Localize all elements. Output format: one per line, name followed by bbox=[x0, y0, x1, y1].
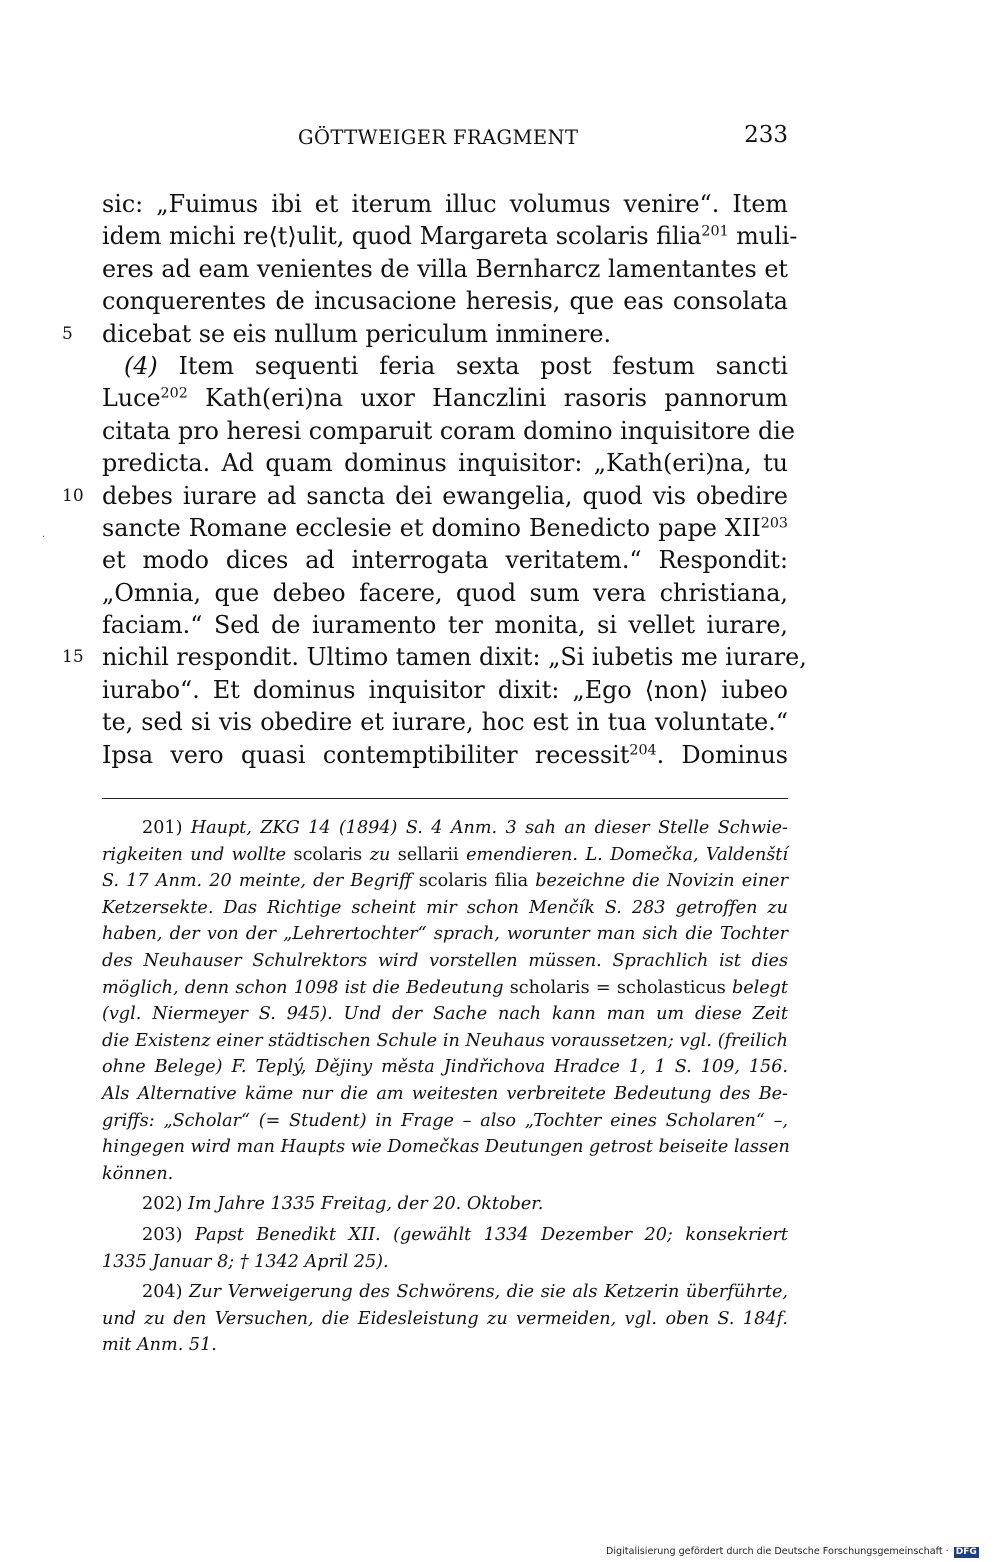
footnote-line bbox=[102, 842, 788, 869]
footnote-line bbox=[102, 1108, 788, 1135]
text-line bbox=[102, 609, 788, 641]
text-segment: predicta. Ad quam dominus inquisitor: „Kath(eri)na, tu bbox=[102, 449, 788, 478]
text-line bbox=[62, 318, 788, 350]
text-segment: muli- bbox=[728, 222, 798, 251]
line-number: 15 bbox=[62, 647, 84, 668]
text-segment: eres ad eam venientes de villa Bernharcz lamentantes et bbox=[102, 254, 788, 283]
footnote-segment: Haupt, ZKG 14 (1894) S. 4 Anm. 3 sah an dieser Stelle Schwie- bbox=[190, 818, 788, 838]
footnote-line bbox=[102, 868, 788, 895]
page-number: 233 bbox=[744, 122, 788, 148]
text-line bbox=[62, 641, 807, 673]
footnote-line bbox=[102, 1222, 788, 1249]
text-line bbox=[102, 577, 788, 609]
page-header bbox=[102, 122, 788, 158]
text-segment: . Dominus bbox=[656, 740, 789, 769]
text-segment: sancte Romane ecclesie et domino Benedicto pape XII bbox=[102, 513, 761, 542]
footnote-line bbox=[102, 1001, 788, 1028]
footnote-segment: 202) bbox=[142, 1194, 189, 1215]
text-segment: (4) bbox=[124, 351, 158, 380]
footnote-segment: und zu den Versuchen, die Eidesleistung zu vermeiden, vgl. oben S. 184f. bbox=[102, 1308, 788, 1329]
text-segment: idem michi re⟨t⟩ulit, quod Margareta scolaris filia bbox=[102, 222, 702, 251]
footnotes bbox=[102, 815, 788, 1359]
text-line bbox=[102, 220, 798, 252]
footnote-segment: 204) bbox=[142, 1282, 190, 1303]
text-segment: conquerentes de incusacione heresis, que eas consolata bbox=[102, 287, 788, 316]
margin-mark: · bbox=[42, 532, 46, 543]
footnote-segment: hingegen wird man Haupts wie Domečkas Deutungen getrost beiseite lassen bbox=[102, 1137, 790, 1158]
text-segment: nichil respondit. Ultimo tamen dixit: „Si iubetis me iurare, bbox=[102, 643, 807, 672]
text-line bbox=[102, 350, 788, 382]
text-segment: te, sed si vis obedire et iurare, hoc est in tua voluntate.“ bbox=[102, 708, 788, 737]
line-number: 5 bbox=[62, 323, 73, 344]
dfg-logo: DFG bbox=[955, 1547, 977, 1557]
footnote-line bbox=[102, 1279, 788, 1306]
text-line bbox=[102, 415, 795, 447]
text-segment: iurabo“. Et dominus inquisitor dixit: „Ego ⟨non⟩ iubeo bbox=[102, 675, 788, 704]
footnote-ref: 203 bbox=[760, 515, 788, 532]
footnote-segment: scholaris = scholasticus bbox=[509, 977, 726, 998]
footnote-ref: 204 bbox=[629, 742, 657, 759]
text-segment: Ipsa vero quasi contemptibiliter recessit bbox=[102, 740, 630, 769]
footnote-line bbox=[102, 975, 788, 1002]
text-line bbox=[102, 188, 788, 220]
footnote-segment: Als Alternative käme nur die am weitesten verbreitete Bedeutung des Be- bbox=[102, 1083, 788, 1104]
footnote-segment: scolaris filia bbox=[418, 871, 529, 892]
text-segment: et modo dices ad interrogata veritatem.“ Respondit: bbox=[102, 546, 788, 575]
footnote-segment: belegt bbox=[725, 977, 788, 998]
footnote-segment: die Existenz einer städtischen Schule in Neuhaus voraussetzen; vgl. (freilich bbox=[102, 1030, 788, 1051]
footnote-line bbox=[102, 1134, 788, 1161]
text-segment: dicebat se eis nullum periculum inminere. bbox=[102, 319, 612, 348]
footnote-segment: griffs: „Scholar“ (= Student) in Frage – also „Tochter eines Scholaren“ –, bbox=[102, 1110, 788, 1131]
footnote-segment: Zur Verweigerung des Schwörens, die sie als Ketzerin überführte, bbox=[189, 1282, 788, 1303]
footnote-segment: Im Jahre 1335 Freitag, der 20. Oktober. bbox=[188, 1194, 544, 1215]
text-line bbox=[102, 739, 788, 771]
text-line bbox=[102, 285, 788, 317]
footnote-line bbox=[102, 948, 788, 975]
footnote-segment: möglich, denn schon 1098 ist die Bedeutung bbox=[102, 977, 510, 998]
footnote-line bbox=[102, 815, 788, 842]
footnote-segment: des Neuhauser Schulrektors wird vorstellen müssen. Sprachlich ist dies bbox=[102, 950, 788, 971]
main-text bbox=[62, 188, 807, 771]
footnote-segment: haben, der von der „Lehrertochter“ sprach, worunter man sich die Tochter bbox=[102, 924, 788, 945]
footnote-line bbox=[102, 1161, 788, 1188]
text-segment: citata pro heresi comparuit coram domino inquisitore die bbox=[102, 416, 795, 445]
footnote-segment: emendieren. L. Domečka, Valdenští bbox=[458, 844, 788, 865]
text-line bbox=[62, 480, 788, 512]
footnote-segment: zu bbox=[362, 844, 398, 865]
text-line bbox=[102, 674, 788, 706]
footnote-segment: 1335 Januar 8; † 1342 April 25). bbox=[102, 1251, 389, 1272]
text-line bbox=[102, 706, 788, 738]
footnote-line bbox=[102, 1332, 788, 1359]
digitization-footer bbox=[606, 1546, 986, 1560]
footnote-segment: sellarii bbox=[397, 844, 459, 865]
footnote-separator bbox=[102, 798, 788, 799]
footnote-line bbox=[102, 1081, 788, 1108]
text-segment: Item sequenti feria sexta post festum sancti bbox=[157, 351, 788, 380]
text-line bbox=[102, 512, 788, 544]
text-segment: sic: „Fuimus ibi et iterum illuc volumus venire“. Item bbox=[102, 190, 788, 218]
footnote-segment: 201) bbox=[142, 818, 191, 838]
text-segment: debes iurare ad sancta dei ewangelia, quod vis obedire bbox=[102, 481, 788, 510]
footnote-segment: rigkeiten und wollte bbox=[102, 844, 294, 865]
footnote-line bbox=[102, 1191, 788, 1218]
text-segment: faciam.“ Sed de iuramento ter monita, si vellet iurare, bbox=[102, 611, 788, 640]
footnote-line bbox=[102, 1028, 788, 1055]
text-line bbox=[102, 544, 788, 576]
footnote-segment: 203) bbox=[142, 1224, 195, 1245]
line-number: 10 bbox=[62, 485, 84, 506]
footnote-ref: 202 bbox=[160, 385, 188, 402]
footnote-segment: mit Anm. 51. bbox=[102, 1335, 217, 1356]
text-line bbox=[102, 382, 788, 414]
text-line bbox=[102, 253, 788, 285]
footnote-line bbox=[102, 1054, 788, 1081]
footnote-segment: S. 17 Anm. 20 meinte, der Begriff bbox=[102, 871, 419, 892]
footnote-segment: können. bbox=[102, 1163, 174, 1184]
footnote-segment: scolaris bbox=[293, 844, 363, 865]
footnote-line bbox=[102, 1306, 788, 1333]
text-segment: „Omnia, que debeo facere, quod sum vera christiana, bbox=[102, 578, 788, 607]
running-head: GÖTTWEIGER FRAGMENT bbox=[298, 126, 579, 149]
footnote-line bbox=[102, 895, 788, 922]
text-segment: Kath(eri)na uxor Hanczlini rasoris pannorum bbox=[187, 384, 788, 413]
text-segment: Luce bbox=[102, 384, 161, 413]
footnote-segment: bezeichne die Novizin einer bbox=[528, 871, 788, 892]
footnote-segment: Papst Benedikt XII. (gewählt 1334 Dezember 20; konsekriert bbox=[194, 1224, 788, 1245]
footnote-segment: Ketzersekte. Das Richtige scheint mir schon Menčík S. 283 getroffen zu bbox=[102, 897, 788, 918]
footnote-segment: ohne Belege) F. Teplý, Dějiny města Jindřichova Hradce 1, 1 S. 109, 156. bbox=[102, 1057, 788, 1078]
footnote-segment: (vgl. Niermeyer S. 945). Und der Sache nach kann man um diese Zeit bbox=[102, 1004, 788, 1025]
footnote-ref: 201 bbox=[701, 223, 729, 240]
footer-text: Digitalisierung gefördert durch die Deutsche Forschungsgemeinschaft · bbox=[606, 1546, 949, 1557]
footnote-line bbox=[102, 1249, 788, 1276]
text-line bbox=[102, 447, 788, 479]
footnote-line bbox=[102, 921, 788, 948]
